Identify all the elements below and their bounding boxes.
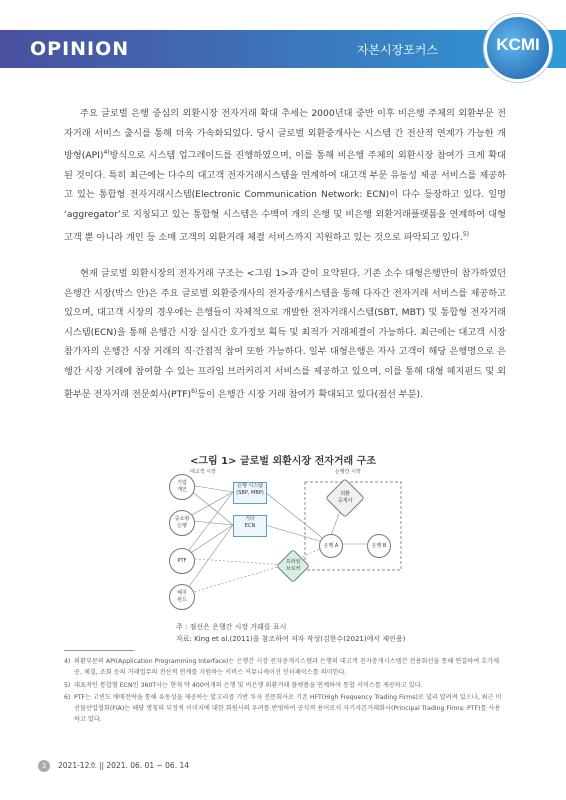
node-bank-a: 은행 A (319, 534, 343, 558)
paragraph-2-part-1: 현재 글로벌 외환시장의 전자거래 구조는 <그림 1>과 같이 요약된다. 기존 소수 대형은행만이 참가하였던 은행간 시장(박스 안)은 주요 글로벌 외환중개사의 전자중개시스템을 통해 다자간 전자거래 서비스를 제공하고 있으며, 대고객 시장의 경우에는 은행들이 자체적으로 개발한 전자거래시스템(SBT, MBT) 및 통합형 전자거래시스템(ECN)을 통해 은행간 시장 실시간 호가정보 획득 및 최적가 거래체결이 가능하다. 최근에는 대고객 시장 참가자의 은행간 시장 거래의 직·간접적 참여 또한 가능하다. 일부 대형은행은 자사 고객이 해당 은행명으로 은행간 시장 거래에 참여할 수 있는 프라임 브러커리지 서비스를 제공하고 있으며, 이를 통해 대형 헤지펀드 및 외환부문 전자거래 전문회사(PTF) (64, 268, 506, 400)
footnote-text: 외환부문의 API(Application Programming Interface)는 은행간 시장 전자중개시스템과 은행의 대고객 전자중개시스템간 전용회선을 통해 연결하여 호가제공, 체결, 조회 등의 거래업무의 전산적 연계를 지원하는 서비스 커뮤니케이션 인터페이스를 의미한다. (74, 658, 500, 676)
footnote-number: 4) (64, 658, 71, 665)
node-ptf: PTF (169, 548, 195, 574)
node-prime-broker-label: 프라임 브로커 (285, 559, 301, 572)
footnote-ref-6: 6) (191, 387, 198, 395)
paragraph-1-part-2: 방식으로 시스템 업그레이드를 진행하였으며, 이를 통해 비은행 주체의 외환시장 참여가 크게 확대된 것이다. 특히 최근에는 다수의 대고객 전자거래시스템을 연계하여 대고객 부문 유동성 제공 서비스를 제공하고 있는 통합형 전자거래시스템(Electronic Communication Network: ECN)이 다수 등장하고 있다. 일명 ‘aggregator’로 지칭되고 있는 통합형 시스템은 수백여 개의 은행 및 비은행 외환거래플랫폼을 연계하여 대형 고객 뿐 아니라 개인 등 소매 고객의 외환거래 체결 서비스까지 지원하고 있는 것으로 파악되고 있다. (64, 150, 506, 243)
body-paragraph-1 (64, 104, 506, 247)
footnote-ref-5: 5) (462, 230, 469, 238)
figure-note: 주 : 점선은 은행간 시장 거래를 표시 (176, 623, 287, 631)
page-number: 3 (38, 760, 50, 772)
footnote-4 (64, 656, 506, 678)
kcmi-logo (484, 14, 552, 82)
footnote-divider (64, 650, 134, 651)
node-fx-broker-label: 외환 중개사 (337, 491, 353, 504)
footnote-6 (64, 692, 506, 725)
footnote-text: 대표적인 통합형 ECN인 360T사는 현재 약 400여개의 은행 및 비은행 외환거래 플랫폼을 연계하여 통합 서비스를 제공하고 있다. (74, 682, 423, 689)
footnote-ref-4: 4) (103, 149, 110, 157)
figure-source: 자료: King et al.(2011)을 참조하여 저자 작성(김한수(2021)에서 재인용) (176, 635, 406, 643)
paragraph-2-part-2: 등이 은행간 시장 거래 참여가 확대되고 있다(점선 부분). (197, 388, 424, 400)
footnote-text: PTF는 고빈도 매매전략을 통해 유동성을 제공하는 알고리즘 기반 투자 전문회사로 기존 HFT(High Frequency Trading Firms)로 널리 알려져 있으나, 최근 미선물산업협회(FIA)는 해당 명칭의 부정적 이미지에 대한 회원사의 우려를 반영하여 공식적 용어로서 자기자본거래회사(Principal Trading Firms: PTF)를 사용하고 있다. (74, 694, 502, 723)
node-bank-b: 은행 B (367, 534, 391, 558)
body-paragraph-2 (64, 264, 506, 404)
footnote-5 (64, 680, 506, 691)
publication-title: 자본시장포커스 (356, 43, 438, 57)
paragraph-1-part-1: 주요 글로벌 은행 중심의 외환시장 전자거래 확대 추세는 2000년대 중반 이후 비은행 주체의 외환부문 전자거래 서비스 출시를 통해 더욱 가속화되었다. 당시 글로벌 외환중개사는 시스템 간 전산적 연계가 가능한 개방형(API) (64, 108, 506, 162)
node-hedge-fund: 헤지 펀드 (169, 584, 195, 610)
node-bank-system: 은행 시스템 (SBP, MBP) (233, 482, 267, 504)
node-other-ecn: 기타 ECN (233, 515, 267, 537)
node-corporate: 기업 개인 (169, 474, 195, 500)
label-interbank-market: 은행간 시장 (335, 469, 361, 475)
page-footer (38, 760, 189, 772)
figure-title: <그림 1> 글로벌 외환시장 전자거래 구조 (189, 456, 377, 467)
node-small-bank: 중소형 은행 (169, 510, 195, 536)
issue-info: 2021-12호 || 2021. 06. 01 ~ 06. 14 (58, 761, 190, 770)
footnote-number: 5) (64, 682, 71, 689)
footnote-number: 6) (64, 694, 71, 701)
logo-text: KCMI (496, 35, 540, 54)
fx-market-diagram (155, 470, 415, 620)
header-banner (0, 30, 566, 68)
section-title: OPINION (30, 38, 130, 60)
label-customer-market: 대고객 시장 (190, 469, 216, 475)
